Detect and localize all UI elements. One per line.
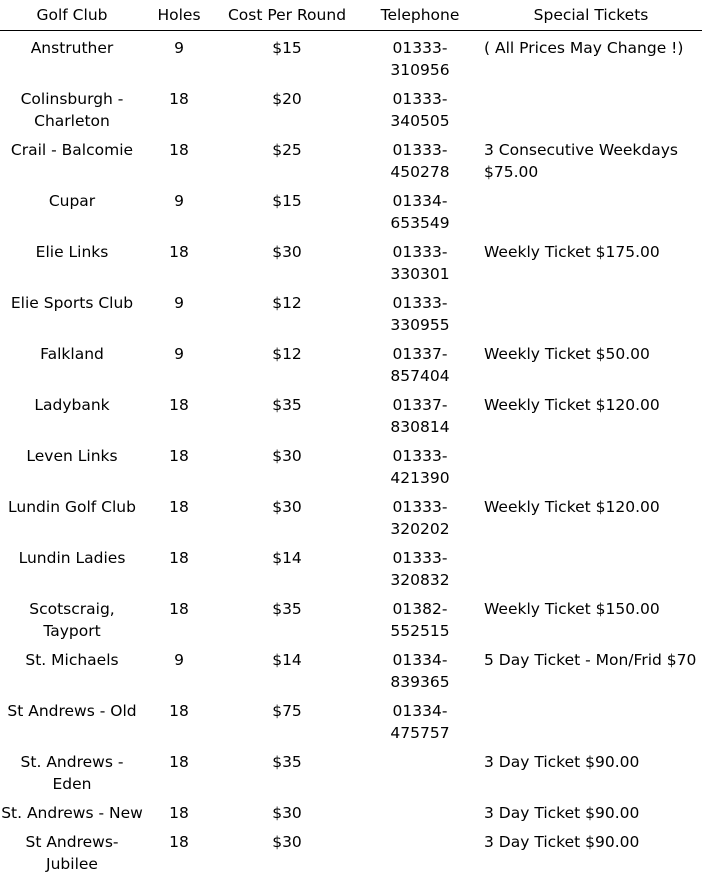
cell-golf-club: St Andrews - Old	[0, 700, 144, 751]
cell-golf-club: St. Andrews - New	[0, 802, 144, 831]
cell-holes: 18	[144, 598, 214, 649]
cell-golf-club: Ladybank	[0, 394, 144, 445]
cell-cost-per-round: $25	[214, 139, 360, 190]
cell-golf-club: Elie Sports Club	[0, 292, 144, 343]
cell-special-tickets: Weekly Ticket $150.00	[480, 598, 702, 649]
cell-holes: 18	[144, 445, 214, 496]
cell-cost-per-round: $15	[214, 190, 360, 241]
cell-holes: 9	[144, 190, 214, 241]
cell-special-tickets	[480, 547, 702, 598]
cell-cost-per-round: $30	[214, 241, 360, 292]
cell-special-tickets	[480, 88, 702, 139]
cell-cost-per-round: $30	[214, 445, 360, 496]
cell-cost-per-round: $75	[214, 700, 360, 751]
cell-special-tickets	[480, 292, 702, 343]
cell-golf-club: Lundin Golf Club	[0, 496, 144, 547]
cell-cost-per-round: $35	[214, 598, 360, 649]
cell-golf-club: Anstruther	[0, 31, 144, 89]
table-row	[0, 496, 702, 547]
cell-holes: 18	[144, 547, 214, 598]
cell-telephone: 01333-330301	[360, 241, 480, 292]
table-row	[0, 547, 702, 598]
table-row	[0, 649, 702, 700]
header-special-tickets: Special Tickets	[480, 0, 702, 31]
cell-special-tickets: ( All Prices May Change !)	[480, 31, 702, 89]
cell-cost-per-round: $35	[214, 394, 360, 445]
cell-holes: 9	[144, 292, 214, 343]
cell-telephone: 01333-320832	[360, 547, 480, 598]
cell-telephone: 01337-830814	[360, 394, 480, 445]
cell-special-tickets: Weekly Ticket $120.00	[480, 496, 702, 547]
cell-telephone	[360, 751, 480, 802]
cell-special-tickets: 3 Day Ticket $90.00	[480, 802, 702, 831]
header-holes: Holes	[144, 0, 214, 31]
cell-telephone	[360, 831, 480, 882]
cell-golf-club: St Andrews- Jubilee	[0, 831, 144, 882]
header-row	[0, 0, 702, 31]
cell-telephone: 01333-330955	[360, 292, 480, 343]
cell-holes: 18	[144, 751, 214, 802]
cell-special-tickets	[480, 190, 702, 241]
cell-holes: 18	[144, 831, 214, 882]
cell-golf-club: Colinsburgh - Charleton	[0, 88, 144, 139]
cell-golf-club: Leven Links	[0, 445, 144, 496]
cell-holes: 9	[144, 649, 214, 700]
table-row	[0, 700, 702, 751]
cell-telephone	[360, 802, 480, 831]
header-telephone: Telephone	[360, 0, 480, 31]
cell-cost-per-round: $30	[214, 831, 360, 882]
cell-special-tickets: 3 Day Ticket $90.00	[480, 831, 702, 882]
table-row	[0, 598, 702, 649]
cell-cost-per-round: $14	[214, 649, 360, 700]
cell-golf-club: Falkland	[0, 343, 144, 394]
cell-telephone: 01333-320202	[360, 496, 480, 547]
header-cost-per-round: Cost Per Round	[214, 0, 360, 31]
cell-special-tickets: 3 Consecutive Weekdays $75.00	[480, 139, 702, 190]
cell-telephone: 01334-653549	[360, 190, 480, 241]
cell-cost-per-round: $30	[214, 802, 360, 831]
table-row	[0, 445, 702, 496]
table-row	[0, 394, 702, 445]
table-row	[0, 31, 702, 89]
cell-special-tickets	[480, 700, 702, 751]
cell-golf-club: Crail - Balcomie	[0, 139, 144, 190]
cell-special-tickets	[480, 445, 702, 496]
cell-golf-club: Elie Links	[0, 241, 144, 292]
cell-cost-per-round: $30	[214, 496, 360, 547]
cell-cost-per-round: $12	[214, 292, 360, 343]
cell-cost-per-round: $20	[214, 88, 360, 139]
table-row	[0, 241, 702, 292]
cell-cost-per-round: $12	[214, 343, 360, 394]
cell-holes: 18	[144, 241, 214, 292]
cell-cost-per-round: $15	[214, 31, 360, 89]
cell-special-tickets: 5 Day Ticket - Mon/Frid $70	[480, 649, 702, 700]
cell-special-tickets: 3 Day Ticket $90.00	[480, 751, 702, 802]
cell-telephone: 01337-857404	[360, 343, 480, 394]
cell-cost-per-round: $35	[214, 751, 360, 802]
cell-golf-club: Cupar	[0, 190, 144, 241]
cell-cost-per-round: $14	[214, 547, 360, 598]
table-row	[0, 343, 702, 394]
cell-holes: 18	[144, 802, 214, 831]
cell-special-tickets: Weekly Ticket $50.00	[480, 343, 702, 394]
cell-telephone: 01333-421390	[360, 445, 480, 496]
table-row	[0, 831, 702, 882]
cell-special-tickets: Weekly Ticket $120.00	[480, 394, 702, 445]
cell-holes: 9	[144, 31, 214, 89]
table-row	[0, 190, 702, 241]
cell-special-tickets: Weekly Ticket $175.00	[480, 241, 702, 292]
cell-telephone: 01334-839365	[360, 649, 480, 700]
cell-holes: 18	[144, 88, 214, 139]
table-row	[0, 802, 702, 831]
cell-golf-club: Scotscraig, Tayport	[0, 598, 144, 649]
table-body	[0, 31, 702, 882]
cell-telephone: 01333-310956	[360, 31, 480, 89]
cell-holes: 18	[144, 394, 214, 445]
cell-golf-club: Lundin Ladies	[0, 547, 144, 598]
cell-golf-club: St. Andrews - Eden	[0, 751, 144, 802]
table-row	[0, 292, 702, 343]
cell-holes: 18	[144, 496, 214, 547]
cell-telephone: 01382-552515	[360, 598, 480, 649]
table-row	[0, 139, 702, 190]
table-row	[0, 751, 702, 802]
cell-golf-club: St. Michaels	[0, 649, 144, 700]
table-row	[0, 88, 702, 139]
header-golf-club: Golf Club	[0, 0, 144, 31]
cell-holes: 18	[144, 700, 214, 751]
cell-telephone: 01333-450278	[360, 139, 480, 190]
cell-telephone: 01334-475757	[360, 700, 480, 751]
cell-holes: 18	[144, 139, 214, 190]
cell-telephone: 01333-340505	[360, 88, 480, 139]
cell-holes: 9	[144, 343, 214, 394]
